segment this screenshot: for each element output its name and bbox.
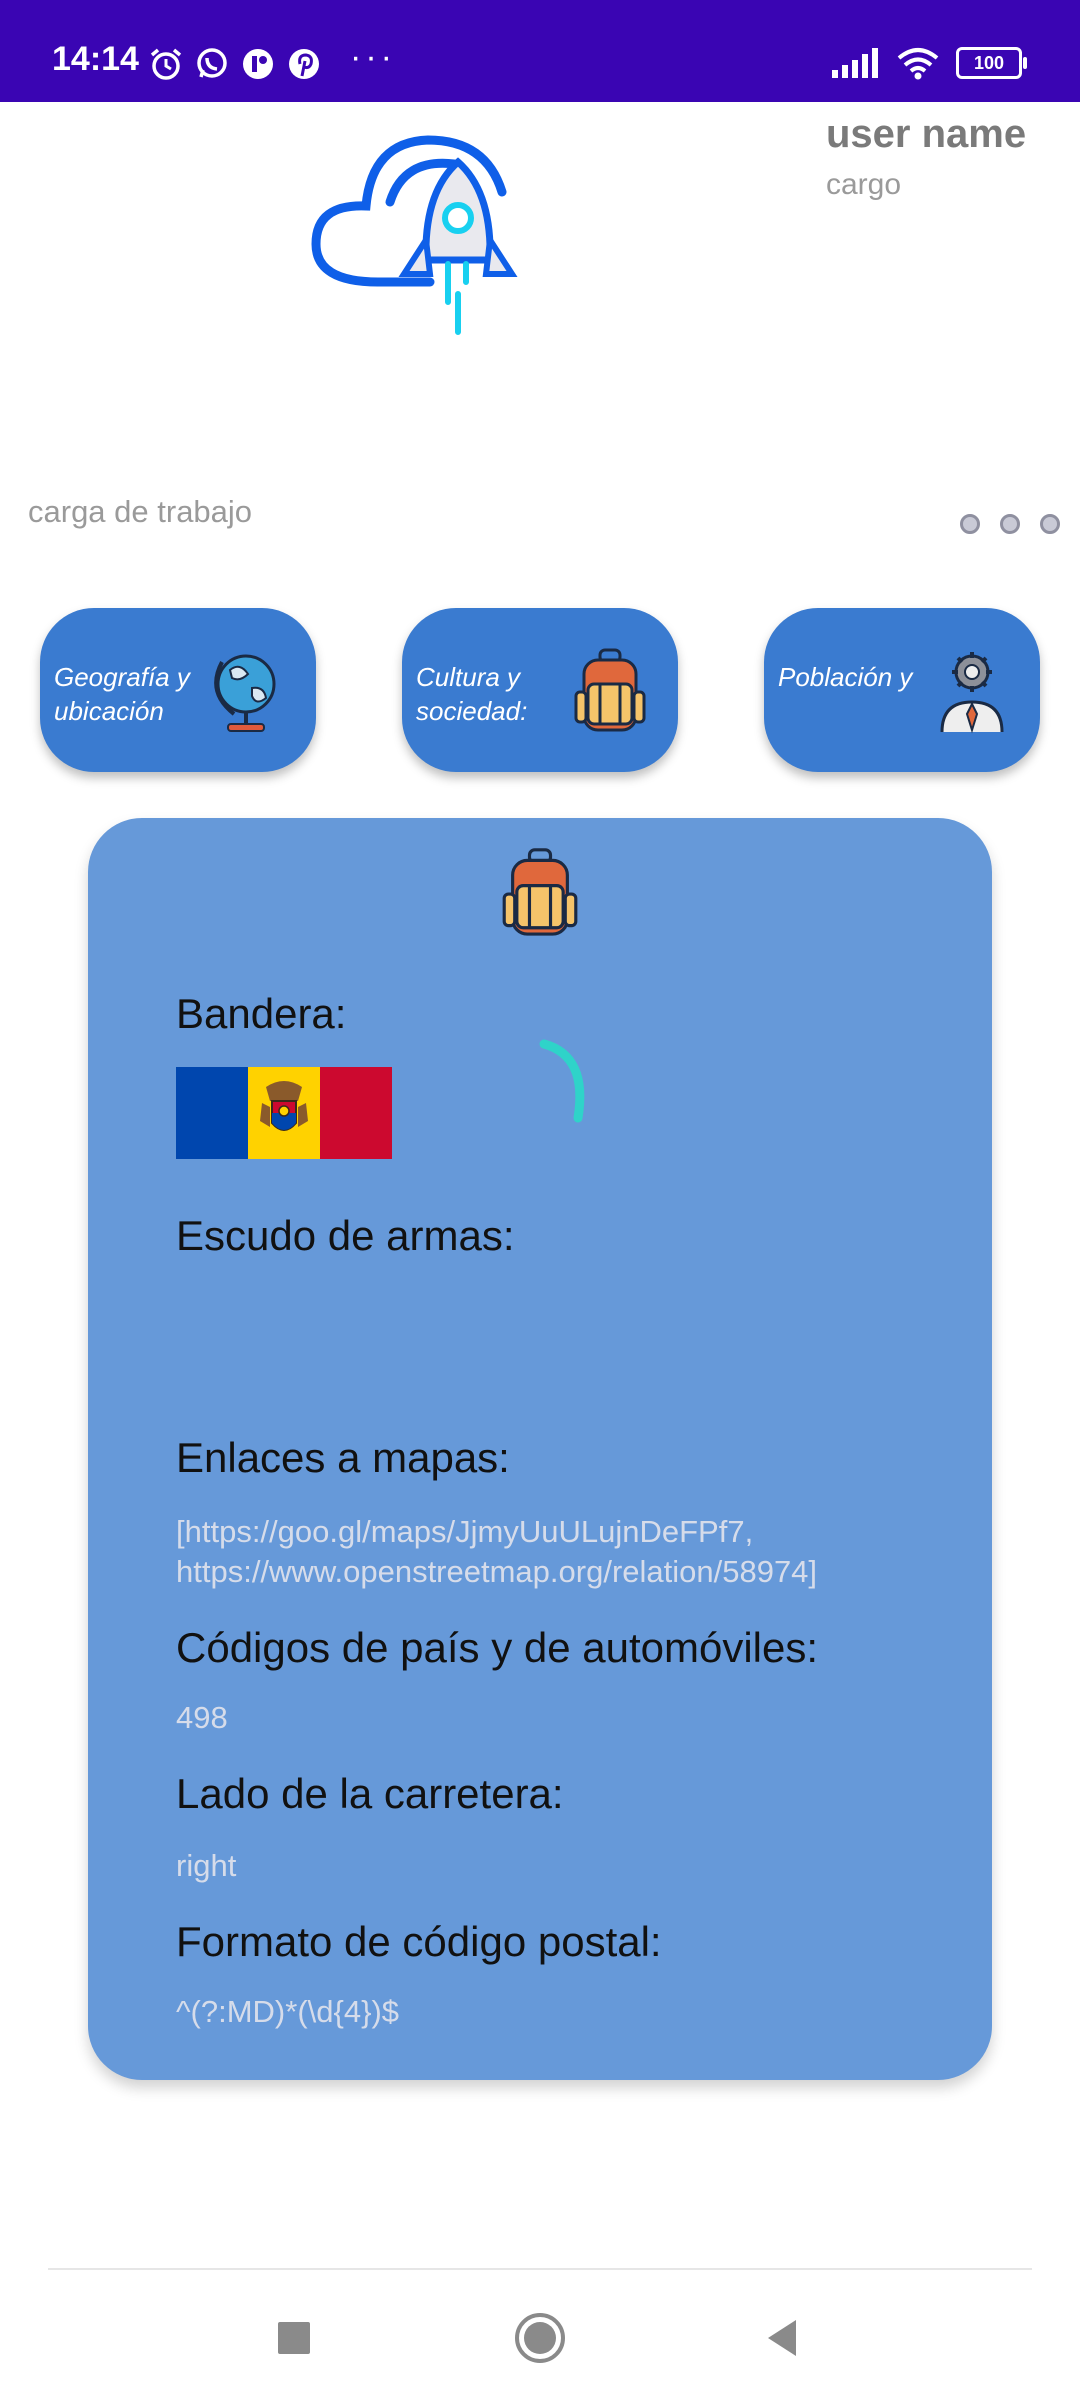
cloud-rocket-logo-icon bbox=[308, 132, 540, 342]
workload-label: carga de trabajo bbox=[28, 494, 253, 529]
system-icons bbox=[830, 46, 1022, 80]
category-geography-button[interactable] bbox=[40, 608, 316, 772]
flag-stripe-red bbox=[320, 1067, 392, 1159]
nav-divider bbox=[48, 2268, 1032, 2270]
flag-stripe-yellow bbox=[248, 1067, 320, 1159]
detail-card bbox=[88, 818, 992, 2080]
flag-image bbox=[176, 1067, 392, 1159]
signal-icon bbox=[830, 48, 880, 78]
coat-of-arms-label: Escudo de armas: bbox=[176, 1212, 515, 1259]
more-notifications-icon: ··· bbox=[350, 37, 396, 76]
alarm-icon bbox=[148, 46, 184, 82]
gear-person-icon bbox=[934, 648, 1010, 734]
backpack-icon bbox=[500, 846, 580, 940]
back-button[interactable] bbox=[752, 2308, 812, 2368]
category-label: Población y bbox=[778, 662, 913, 692]
category-label: Geografía y ubicación bbox=[54, 662, 190, 726]
recents-button[interactable] bbox=[264, 2308, 324, 2368]
category-population-button[interactable] bbox=[764, 608, 1040, 772]
dot bbox=[960, 514, 980, 534]
flag-stripe-blue bbox=[176, 1067, 248, 1159]
whatsapp-icon bbox=[194, 46, 230, 82]
road-side-value: right bbox=[176, 1848, 237, 1883]
notification-icons bbox=[148, 37, 396, 84]
map-links-label: Enlaces a mapas: bbox=[176, 1434, 510, 1481]
road-side-label: Lado de la carretera: bbox=[176, 1770, 564, 1817]
status-bar bbox=[0, 0, 1080, 102]
coat-of-arms-emblem bbox=[248, 1067, 320, 1159]
postal-format-label: Formato de código postal: bbox=[176, 1918, 662, 1965]
backpack-icon bbox=[572, 648, 648, 734]
user-name[interactable]: user name bbox=[826, 112, 1027, 156]
status-time: 14:14 bbox=[52, 40, 139, 78]
battery-icon: 100 bbox=[956, 47, 1022, 79]
codes-label: Códigos de país y de automóviles: bbox=[176, 1624, 819, 1671]
postal-format-value: ^(?:MD)*(\d{4})$ bbox=[176, 1994, 400, 2029]
dot bbox=[1040, 514, 1060, 534]
loading-spinner bbox=[536, 1036, 606, 1126]
more-options-icon[interactable] bbox=[960, 514, 1060, 534]
pinterest-icon bbox=[286, 46, 322, 82]
category-culture-button[interactable] bbox=[402, 608, 678, 772]
home-button[interactable] bbox=[510, 2308, 570, 2368]
globe-icon bbox=[210, 648, 286, 734]
flag-label: Bandera: bbox=[176, 990, 347, 1037]
codes-value: 498 bbox=[176, 1700, 228, 1735]
dot bbox=[1000, 514, 1020, 534]
user-role: cargo bbox=[826, 168, 902, 201]
map-links-value[interactable]: [https://goo.gl/maps/JjmyUuULujnDeFPf7, https://www.openstreetmap.org/relation/58974] bbox=[176, 1514, 818, 1589]
wifi-icon bbox=[896, 46, 940, 80]
category-label: Cultura y sociedad: bbox=[416, 662, 528, 726]
app-icon bbox=[240, 46, 276, 82]
